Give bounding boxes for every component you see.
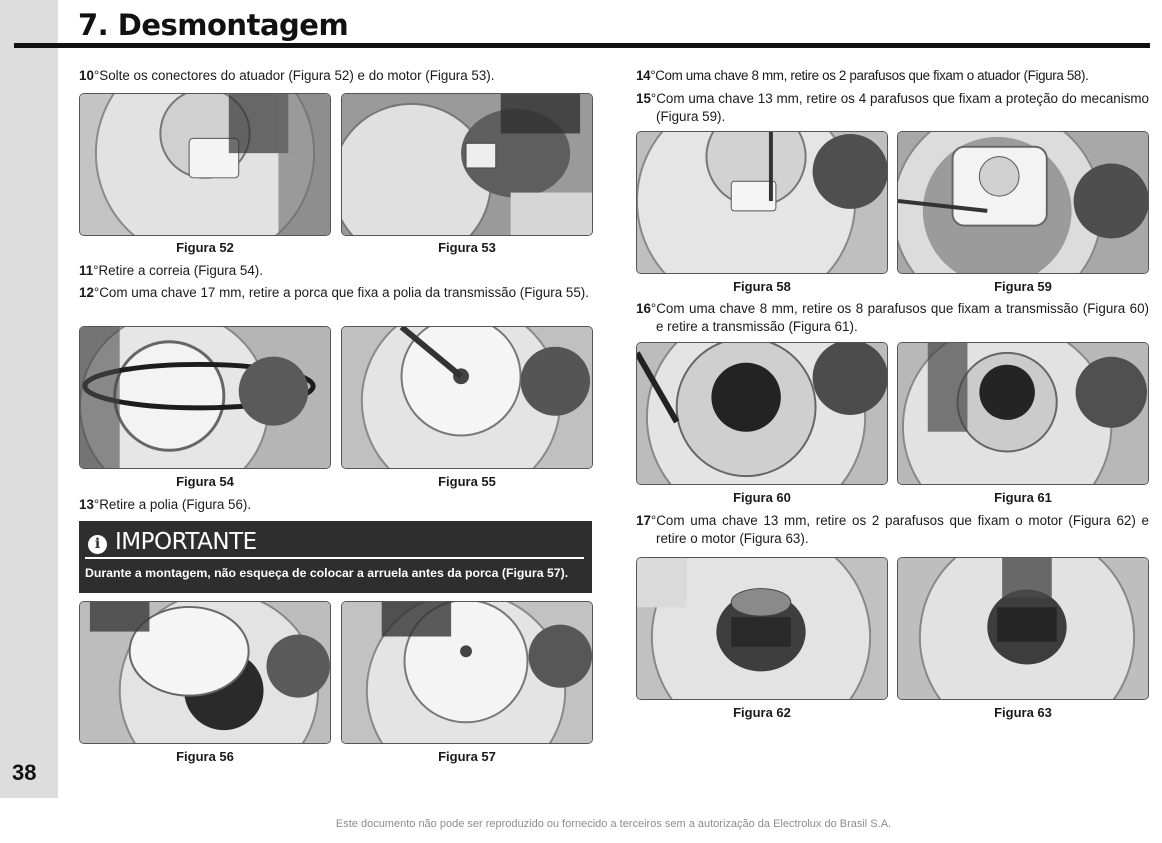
figure-61-photo <box>897 342 1149 485</box>
footer-disclaimer: Este documento não pode ser reproduzido ou fornecido a terceiros sem a autorização da Electrolux do Brasil S.A. <box>335 818 892 830</box>
step-12 <box>79 284 592 302</box>
figure-53-photo <box>341 93 593 236</box>
step-14 <box>636 67 1149 85</box>
section-title: 7. Desmontagem <box>78 8 349 42</box>
figure-62-photo <box>636 557 888 700</box>
step-13 <box>79 496 592 514</box>
figure-52-caption: Figura 52 <box>176 240 234 255</box>
figure-63-photo <box>897 557 1149 700</box>
figure-59-photo <box>897 131 1149 274</box>
step-text: °Com uma chave 8 mm, retire os 2 parafusos que fixam o atuador (Figura 58). <box>650 68 1089 83</box>
step-text: °Com uma chave 13 mm, retire os 2 parafusos que fixam o motor (Figura 62) e retire o motor (Figura 63). <box>650 513 1149 546</box>
info-icon: i <box>88 535 107 554</box>
figure-58-caption: Figura 58 <box>733 279 791 294</box>
step-number: 14 <box>636 68 651 83</box>
figure-57-photo <box>341 601 593 744</box>
figure-57-caption: Figura 57 <box>438 749 496 764</box>
figure-62-caption: Figura 62 <box>733 705 791 720</box>
important-title: IMPORTANTE <box>115 529 257 555</box>
step-text: °Com uma chave 8 mm, retire os 8 parafusos que fixam a transmissão (Figura 60) e retire a transmissão (Figura 61). <box>650 301 1149 334</box>
figure-55-caption: Figura 55 <box>438 474 496 489</box>
figure-60-photo <box>636 342 888 485</box>
step-text: °Com uma chave 17 mm, retire a porca que fixa a polia da transmissão (Figura 55). <box>93 285 589 300</box>
step-number: 16 <box>636 301 651 316</box>
figure-60-caption: Figura 60 <box>733 490 791 505</box>
step-number: 15 <box>636 91 651 106</box>
important-notice <box>79 521 592 593</box>
step-number: 12 <box>79 285 94 300</box>
figure-56-photo <box>79 601 331 744</box>
step-text: °Com uma chave 13 mm, retire os 4 parafusos que fixam a proteção do mecanismo (Figura 59). <box>650 91 1149 124</box>
step-16 <box>636 300 1149 336</box>
step-number: 17 <box>636 513 651 528</box>
figure-55-photo <box>341 326 593 469</box>
figure-52-photo <box>79 93 331 236</box>
figure-56-caption: Figura 56 <box>176 749 234 764</box>
step-number: 10 <box>79 68 94 83</box>
figure-61-caption: Figura 61 <box>994 490 1052 505</box>
step-number: 13 <box>79 497 94 512</box>
important-rule <box>85 557 584 559</box>
step-text: °Solte os conectores do atuador (Figura 52) e do motor (Figura 53). <box>93 68 495 83</box>
figure-63-caption: Figura 63 <box>994 705 1052 720</box>
step-17 <box>636 512 1149 548</box>
figure-58-photo <box>636 131 888 274</box>
figure-53-caption: Figura 53 <box>438 240 496 255</box>
step-11 <box>79 262 592 280</box>
figure-54-photo <box>79 326 331 469</box>
step-text: °Retire a polia (Figura 56). <box>93 497 252 512</box>
side-strip <box>0 0 58 798</box>
step-15 <box>636 90 1149 126</box>
header-rule <box>14 43 1150 48</box>
step-10 <box>79 67 592 85</box>
step-number: 11 <box>79 263 94 278</box>
page-number: 38 <box>12 760 37 785</box>
important-text: Durante a montagem, não esqueça de colocar a arruela antes da porca (Figura 57). <box>85 566 569 580</box>
figure-59-caption: Figura 59 <box>994 279 1052 294</box>
figure-54-caption: Figura 54 <box>176 474 234 489</box>
step-text: °Retire a correia (Figura 54). <box>93 263 263 278</box>
